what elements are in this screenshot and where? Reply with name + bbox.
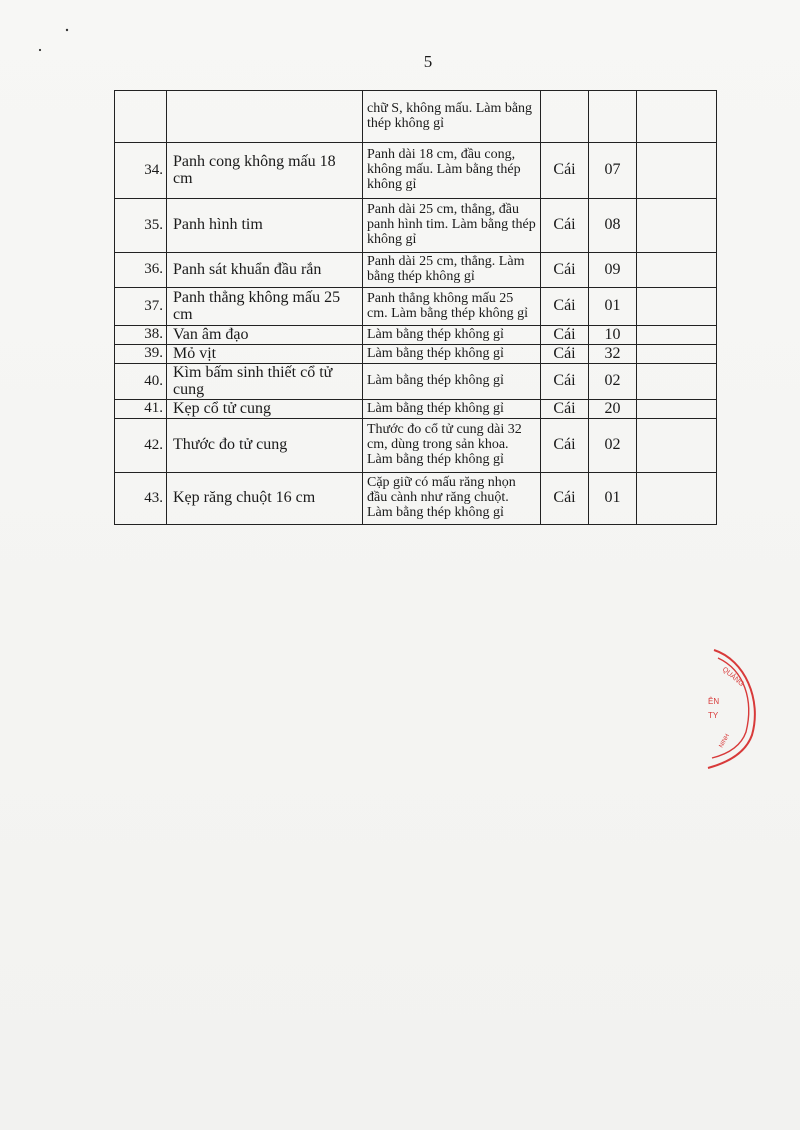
item-unit: Cái: [541, 345, 589, 364]
item-quantity: 02: [589, 364, 637, 400]
table-row: [115, 345, 717, 364]
item-unit: Cái: [541, 400, 589, 419]
row-number: 40.: [115, 364, 167, 400]
empty-cell: [637, 326, 717, 345]
row-number: 39.: [115, 345, 167, 364]
item-quantity: [589, 91, 637, 143]
item-unit: Cái: [541, 143, 589, 199]
table-row: [115, 288, 717, 326]
svg-text:NINH: NINH: [718, 733, 732, 749]
item-description: Thước đo cổ tử cung dài 32 cm, dùng trong sản khoa. Làm bằng thép không gỉ: [363, 419, 541, 473]
item-name: Kẹp răng chuột 16 cm: [167, 473, 363, 525]
table-body: [115, 91, 717, 525]
table-row: [115, 473, 717, 525]
empty-cell: [637, 400, 717, 419]
row-number: 43.: [115, 473, 167, 525]
row-number: 42.: [115, 419, 167, 473]
item-quantity: 09: [589, 253, 637, 288]
item-quantity: 20: [589, 400, 637, 419]
table-row: [115, 199, 717, 253]
item-unit: Cái: [541, 288, 589, 326]
item-quantity: 01: [589, 473, 637, 525]
row-number: 37.: [115, 288, 167, 326]
item-quantity: 10: [589, 326, 637, 345]
item-quantity: 08: [589, 199, 637, 253]
item-name: [167, 91, 363, 143]
row-number: 34.: [115, 143, 167, 199]
table-row: [115, 364, 717, 400]
item-description: Panh thẳng không mấu 25 cm. Làm bằng thép không gỉ: [363, 288, 541, 326]
item-name: Kìm bấm sinh thiết cổ tử cung: [167, 364, 363, 400]
empty-cell: [637, 253, 717, 288]
empty-cell: [637, 364, 717, 400]
item-unit: Cái: [541, 253, 589, 288]
table-row: [115, 91, 717, 143]
row-number: 38.: [115, 326, 167, 345]
item-quantity: 07: [589, 143, 637, 199]
item-unit: Cái: [541, 419, 589, 473]
item-quantity: 01: [589, 288, 637, 326]
item-name: Panh thẳng không mấu 25 cm: [167, 288, 363, 326]
item-unit: Cái: [541, 364, 589, 400]
table-row: [115, 400, 717, 419]
empty-cell: [637, 345, 717, 364]
table-row: [115, 253, 717, 288]
item-description: Làm bằng thép không gỉ: [363, 326, 541, 345]
item-name: Panh hình tim: [167, 199, 363, 253]
item-description: Làm bằng thép không gỉ: [363, 400, 541, 419]
empty-cell: [637, 91, 717, 143]
item-unit: Cái: [541, 473, 589, 525]
table-row: [115, 419, 717, 473]
equipment-table: [114, 90, 717, 525]
empty-cell: [637, 199, 717, 253]
item-name: Mỏ vịt: [167, 345, 363, 364]
item-unit: Cái: [541, 326, 589, 345]
item-description: Panh dài 25 cm, thẳng, đầu panh hình tim. Làm bằng thép không gỉ: [363, 199, 541, 253]
red-seal-stamp: [700, 640, 760, 770]
row-number: [115, 91, 167, 143]
table-row: [115, 326, 717, 345]
item-quantity: 32: [589, 345, 637, 364]
svg-text:QUẢNG: QUẢNG: [720, 666, 745, 689]
item-description: chữ S, không mấu. Làm bằng thép không gỉ: [363, 91, 541, 143]
item-description: Cặp giữ có mấu răng nhọn đầu cành như răng chuột. Làm bằng thép không gỉ: [363, 473, 541, 525]
page-number: 5: [423, 52, 433, 71]
svg-text:TY: TY: [708, 711, 719, 720]
svg-text:ÊN: ÊN: [708, 697, 720, 706]
empty-cell: [637, 473, 717, 525]
item-quantity: 02: [589, 419, 637, 473]
row-number: 36.: [115, 253, 167, 288]
empty-cell: [637, 419, 717, 473]
item-description: Panh dài 25 cm, thẳng. Làm bằng thép không gỉ: [363, 253, 541, 288]
item-name: Thước đo tử cung: [167, 419, 363, 473]
item-unit: Cái: [541, 199, 589, 253]
row-number: 41.: [115, 400, 167, 419]
row-number: 35.: [115, 199, 167, 253]
item-unit: [541, 91, 589, 143]
item-description: Làm bằng thép không gỉ: [363, 364, 541, 400]
item-name: Panh sát khuẩn đầu rắn: [167, 253, 363, 288]
item-name: Van âm đạo: [167, 326, 363, 345]
table-row: [115, 143, 717, 199]
empty-cell: [637, 288, 717, 326]
item-name: Panh cong không mấu 18 cm: [167, 143, 363, 199]
item-name: Kẹp cổ tử cung: [167, 400, 363, 419]
item-description: Panh dài 18 cm, đầu cong, không mấu. Làm bằng thép không gỉ: [363, 143, 541, 199]
item-description: Làm bằng thép không gỉ: [363, 345, 541, 364]
empty-cell: [637, 143, 717, 199]
